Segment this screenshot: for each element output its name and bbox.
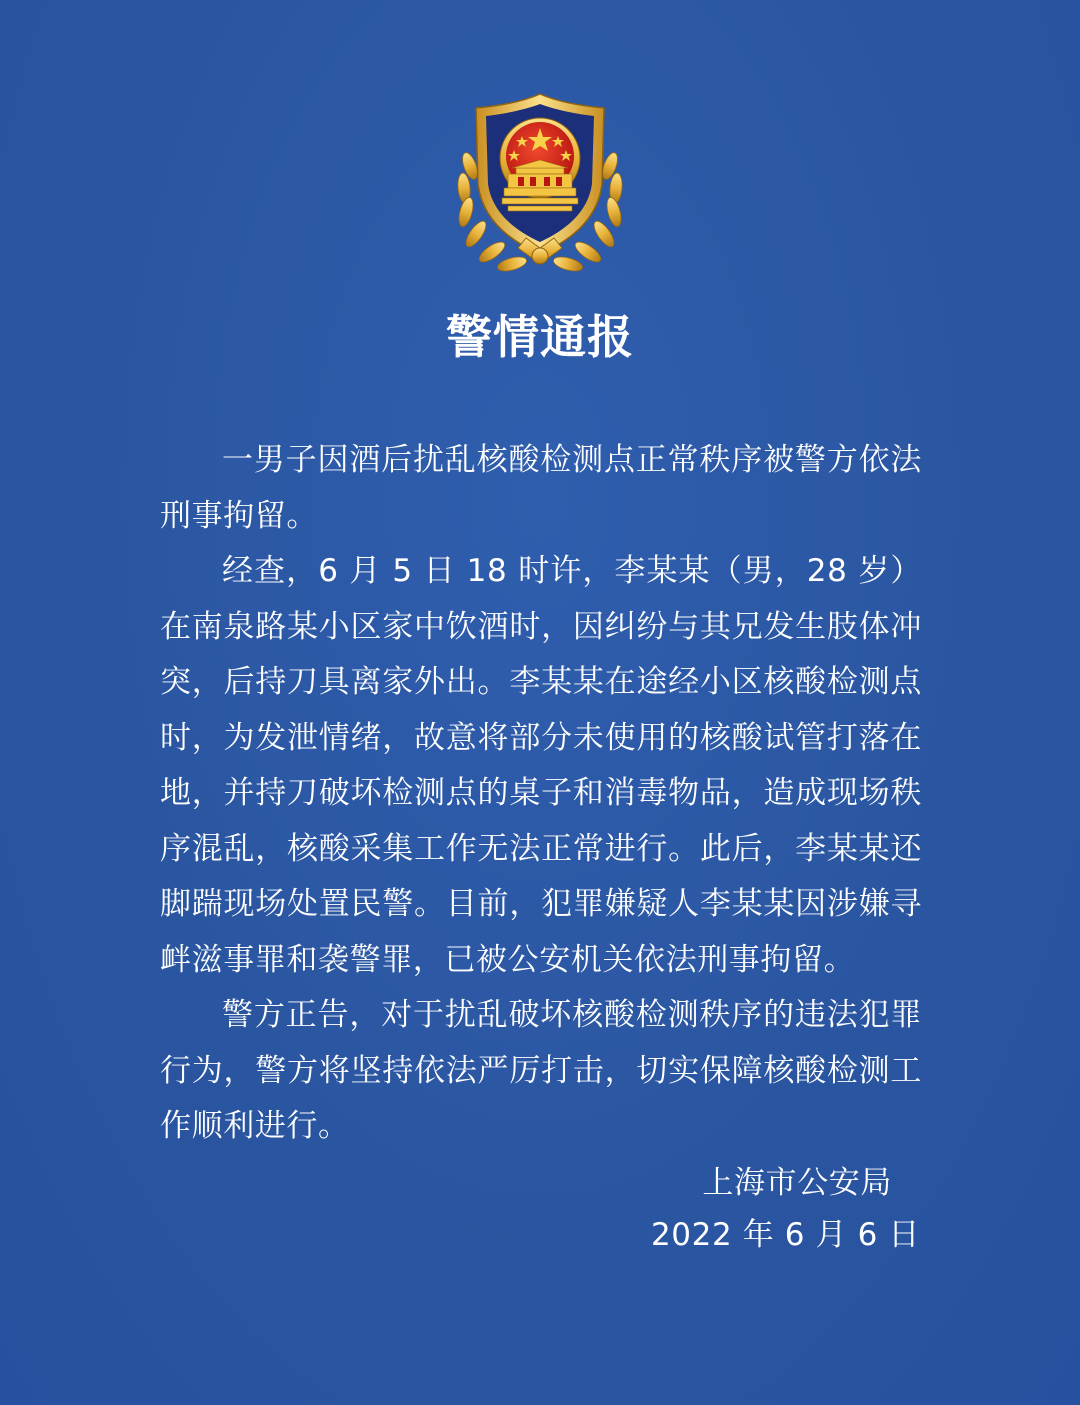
signature-block — [651, 1157, 920, 1261]
paragraph-summary: 一男子因酒后扰乱核酸检测点正常秩序被警方依法刑事拘留。 — [160, 442, 922, 534]
paragraph-details: 经查，6 月 5 日 18 时许，李某某（男，28 岁）在南泉路某小区家中饮酒时，因纠纷与其兄发生肢体冲突，后持刀具离家外出。李某某在途经小区核酸检测点时，为发泄情绪，故意将部分未使用的核酸试管打落在地，并持刀破坏检测点的桌子和消毒物品，造成现场秩序混乱，核酸采集工作无法正常进行。此后，李某某还脚踹现场处置民警。目前，犯罪嫌疑人李某某因涉嫌寻衅滋事罪和袭警罪，已被公安机关依法刑事拘留。 — [160, 553, 922, 978]
signature-organization: 上海市公安局 — [702, 1165, 892, 1201]
police-emblem-icon — [448, 88, 632, 274]
notice-title: 警情通报 — [446, 310, 634, 364]
signature-date: 2022 年 6 月 6 日 — [650, 1217, 920, 1253]
paragraph-warning: 警方正告，对于扰乱破坏核酸检测秩序的违法犯罪行为，警方将坚持依法严厉打击，切实保障核酸检测工作顺利进行。 — [160, 997, 922, 1144]
notice-body — [160, 433, 922, 1155]
